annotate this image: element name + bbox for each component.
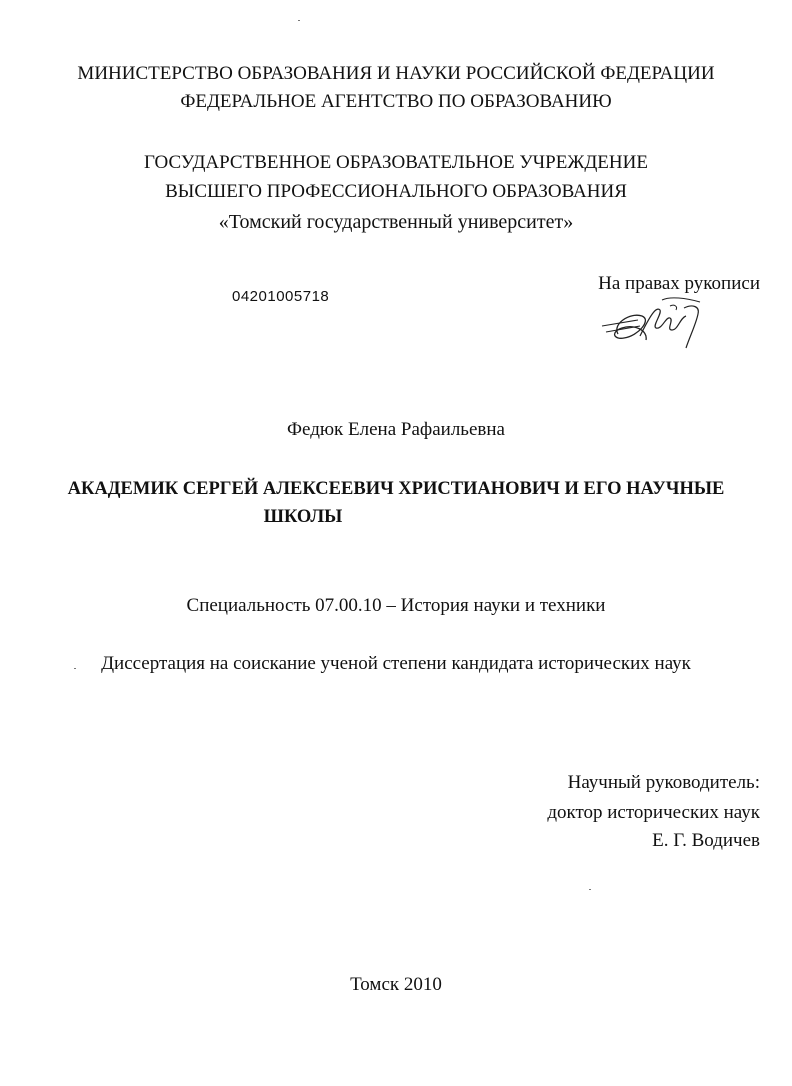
author-name: Федюк Елена Рафаильевна: [287, 419, 505, 440]
dissertation-title-line1: АКАДЕМИК СЕРГЕЙ АЛЕКСЕЕВИЧ ХРИСТИАНОВИЧ И ЕГО НАУЧНЫЕ: [67, 479, 725, 499]
scan-speck: [298, 20, 300, 21]
scan-speck: [589, 889, 591, 890]
institution-heading-line1: ГОСУДАРСТВЕННОЕ ОБРАЗОВАТЕЛЬНОЕ УЧРЕЖДЕНИЕ: [144, 152, 648, 173]
dissertation-title-line2: ШКОЛЫ: [263, 507, 343, 527]
agency-heading: ФЕДЕРАЛЬНОЕ АГЕНТСТВО ПО ОБРАЗОВАНИЮ: [180, 91, 612, 112]
manuscript-rights-label: На правах рукописи: [598, 273, 760, 294]
supervisor-label: Научный руководитель:: [567, 772, 760, 793]
scan-speck: [74, 668, 76, 669]
registry-number: 04201005718: [232, 288, 330, 305]
institution-heading-line2: ВЫСШЕГО ПРОФЕССИОНАЛЬНОГО ОБРАЗОВАНИЯ: [165, 181, 627, 202]
city-year: Томск 2010: [350, 974, 442, 995]
ministry-heading: МИНИСТЕРСТВО ОБРАЗОВАНИЯ И НАУКИ РОССИЙСКОЙ ФЕДЕРАЦИИ: [77, 63, 715, 84]
supervisor-name: Е. Г. Водичев: [652, 830, 760, 851]
signature-image: [600, 296, 712, 354]
supervisor-degree: доктор исторических наук: [547, 802, 760, 823]
degree-line: Диссертация на соискание ученой степени кандидата исторических наук: [101, 653, 691, 674]
university-name: «Томский государственный университет»: [218, 211, 574, 233]
specialty-line: Специальность 07.00.10 – История науки и техники: [186, 595, 606, 616]
